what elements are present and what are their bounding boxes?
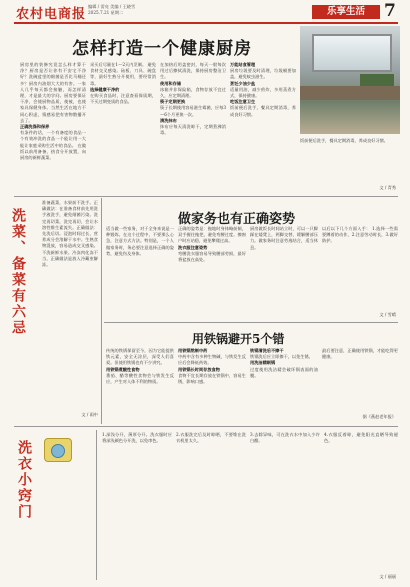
divider [101,198,102,424]
article3-title: 用铁锅避开5个错 [192,332,285,346]
sidebar1-title: 洗菜、备菜有六忌 [10,208,26,336]
article2-title: 做家务也有正确姿势 [178,212,296,227]
masthead-rule [14,22,398,24]
kitchen-photo [300,26,400,134]
article3-col2: 用铁锅熬制中药 中药中含有多种生物碱，与铁发生反应后会降低药效。 用铁锅长时间存放食物 食物不宜长期存放在铁锅中，容易生锈，影响口感。 [178,348,246,385]
divider [96,430,97,580]
photo-plants [360,74,394,86]
article1-subhead: 正确洗涤和保养 [20,124,50,130]
sidebar2-byline: 文 / 丽丽 [379,574,396,579]
photo-window [312,34,392,72]
article3-col4: 最后要注意，正确使用铁锅，才能吃得更健康。 [322,348,398,360]
article3-subhead: 铁锅清洗后不擦干 [250,348,284,353]
divider [14,196,398,197]
article1-subhead: 使用和存储 [160,80,181,86]
article2-col3: 厨房做饭长时间站立时，可以一只脚踩在矮凳上，两脚交替，缓解腰部压力。做家务时注意劳逸结合，适当休息。 [250,226,318,250]
article1-byline: 文 / 青秀 [379,185,396,190]
article3-byline: 据《燕赵老年报》 [362,414,396,419]
machine-door-icon [51,444,65,458]
article3-col1: 传统的铁锅保留至今，因为它能提供铁元素，安全无涂层，深受人们喜爱。但使用铁锅也有不少讲究。 用铁锅煮酸性食物 番茄、醋等酸性食物会与铁发生反应，产生对人体不利的物质。 [106,348,174,385]
article1-col4: 万能站食管理 厨房垃圾要及时清理，垃圾桶要加盖，避免蚊虫滋生。 烹饪少油少盐 适量用油，减少煎炸，多用蒸煮方式，保持健康。 吃饭注意卫生 饭前便后洗手，餐具定期消毒，养成良好习惯。 [230,62,296,117]
masthead-editor: 编辑 / 雷亮 美编 / 王晓雪 [88,4,136,9]
article1-col1: 厨房里的装修究竟怎么样才算干净？厨房是否让你有不安宅不净好？洗碗盆里的细菌是否比马桶还多？厨房内油烟大大的有害。一家人几乎每天都会接触，而怎样清理，才是最大的学问。厨房要保证干净，会使厨物品质，使被，也使家具保健身体。当然生活在地方不同心积虑，情感易把有害物散播开去了。 正确洗涤和保养 有条件的话，一个有备度的食品一个有效冲洗的食品一个能让用一大能让家庭采购生活中的食品。 在做饭以前用备备，热食分开放置，向厨房的新鲜蔬菜。 [20,62,86,161]
article1-subhead: 清洗抹布 [160,117,177,123]
article1-subhead: 万能站食管理 [230,62,256,67]
article1-subhead: 筷子定期更换 [160,99,186,105]
divider [14,426,398,427]
article1-col2: 采买后尽量在1～2天内烹制。 避免食材交叉感染。砧板、刀具、碗盘等，最好生熟分开使用，要经常消毒。 选择健康干净的 在购买食品时，注意查看保质期，不买过期变质的食品。 [90,62,156,105]
article1-col5: 饭前便后洗手，餐具定期消毒，养成良好习惯。 [300,138,388,143]
article1-col3: 在加热后用盖密封，每天一般每次用过后擦拭清洗，保持厨房整洁卫生。 使用和存储 冰箱并非保险箱，食物存放不宜过久，应定期清理。 筷子定期更换 筷子长期使用容易滋生霉菌，应每3～6个月更换一次。 清洗抹布 抹布应每天清洗晾干，定期煮沸消毒。 [160,62,226,136]
article1-subhead: 吃饭注意卫生 [230,99,256,105]
article2-col1: 适当做一些家务，对于全身来说是一种锻炼。在这个过程中，不要那么心急，注意方式方法。特别是，一个人做家务时，务必要注意选择正确的姿势，避免伤及身体。 [106,226,174,256]
divider [104,322,398,323]
article2-col2: 正确的姿势是：拖地时身体略前倾，双手握住拖把，避免弯腰过度。擦窗户时应站稳，避免攀爬过高。 洗衣服注意姿势 弯腰洗衣服容易导致腰部劳损，最好将盆放在高处。 [178,226,246,263]
section-tag: 乐享生活 [312,5,380,19]
article3-subhead: 用洗洁精刷锅 [250,360,276,366]
article3-subhead: 用铁锅长时间存放食物 [178,366,220,372]
sidebar1-body: 准备蔬菜，水果前不洗手。正确做法：在准备食材前先用洗手液洗手，避免细菌污染。洗完再切菜，洗完再切，会让水溶性维生素流失。正确做法：先洗后切。浸泡时间过长，营养成分会溶解于水中。生熟食物混放，容易造成交叉感染。不洗新鲜水果。冷冻肉化冻不当，正确做法是放入冷藏室解冻。 [42,200,98,268]
laundry-illustration [40,436,74,466]
sidebar2-col3: 3.去除异味，可在洗衣水中加入少许白醋。 [250,432,320,444]
article1-subhead: 选择健康干净的 [90,86,120,92]
sidebar2-col4: 4.衣服反着晾，避免阳光直晒导致褪色。 [324,432,398,444]
masthead-date: 2025.7.21 星期二 [88,9,124,15]
masthead-logo: 农村电商报 [16,7,87,22]
sidebar2-col2: 2.衣服洗完后及时晾晒，不要堆在洗衣机里太久。 [176,432,246,444]
article3-col3: 铁锅清洗后不擦干 铁锅洗后应立即擦干，以免生锈。 用洗洁精刷锅 过度使用洗洁精会破坏锅表面的油膜。 [250,348,318,378]
article2-byline: 文 / 雪晴 [379,312,396,317]
article1-subhead: 烹饪少油少盐 [230,80,256,86]
page-number: 7 [384,1,396,21]
article3-subhead: 用铁锅煮酸性食物 [106,366,140,372]
article2-col4: 以后以下几个方面入手： 1.选择一些需要蹲着的动作，2.注意劳动时长，3.做好防护。 [322,226,398,244]
sidebar1-byline: 文 / 雨中 [81,412,98,417]
sidebar2-col1: 1.深浅分开，薄厚分开。洗衣服时应将深浅颜色分开洗，以免串色。 [102,432,172,444]
article2-subhead: 洗衣服注意姿势 [178,244,208,250]
sidebar2-title: 洗衣小窍门 [16,440,32,520]
article3-subhead: 用铁锅熬制中药 [178,348,208,353]
photo-counter [300,86,400,100]
article1-title: 怎样打造一个健康厨房 [72,39,252,59]
masthead-meta [88,4,135,15]
